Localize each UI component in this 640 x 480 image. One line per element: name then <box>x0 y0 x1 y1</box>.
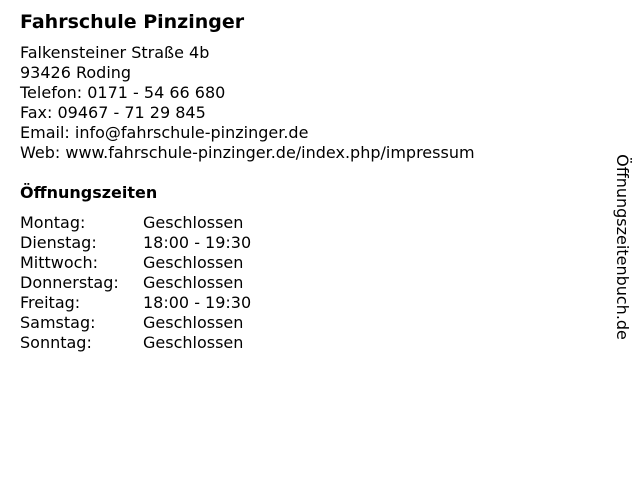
watermark-text: Öffnungszeitenbuch.de <box>613 154 632 340</box>
day-label: Montag: <box>20 213 86 232</box>
business-name: Fahrschule Pinzinger <box>20 11 245 33</box>
day-label: Dienstag: <box>20 233 97 252</box>
contact-info <box>20 43 475 163</box>
hours-value: 18:00 - 19:30 <box>143 293 252 312</box>
hours-value: Geschlossen <box>143 273 244 292</box>
hours-value: 18:00 - 19:30 <box>143 233 252 252</box>
fax-number: Fax: 09467 - 71 29 845 <box>20 103 206 122</box>
phone-number: Telefon: 0171 - 54 66 680 <box>20 83 226 102</box>
day-label: Mittwoch: <box>20 253 98 272</box>
hours-value: Geschlossen <box>143 213 244 232</box>
hours-value: Geschlossen <box>143 333 244 352</box>
hours-value: Geschlossen <box>143 313 244 332</box>
day-label: Freitag: <box>20 293 81 312</box>
street-address: Falkensteiner Straße 4b <box>20 43 210 62</box>
opening-hours-heading: Öffnungszeiten <box>20 183 158 202</box>
day-label: Sonntag: <box>20 333 92 352</box>
hours-value: Geschlossen <box>143 253 244 272</box>
website: Web: www.fahrschule-pinzinger.de/index.php/impressum <box>20 143 475 162</box>
city: 93426 Roding <box>20 63 132 82</box>
day-label: Donnerstag: <box>20 273 119 292</box>
email-address: Email: info@fahrschule-pinzinger.de <box>20 123 309 142</box>
day-label: Samstag: <box>20 313 96 332</box>
